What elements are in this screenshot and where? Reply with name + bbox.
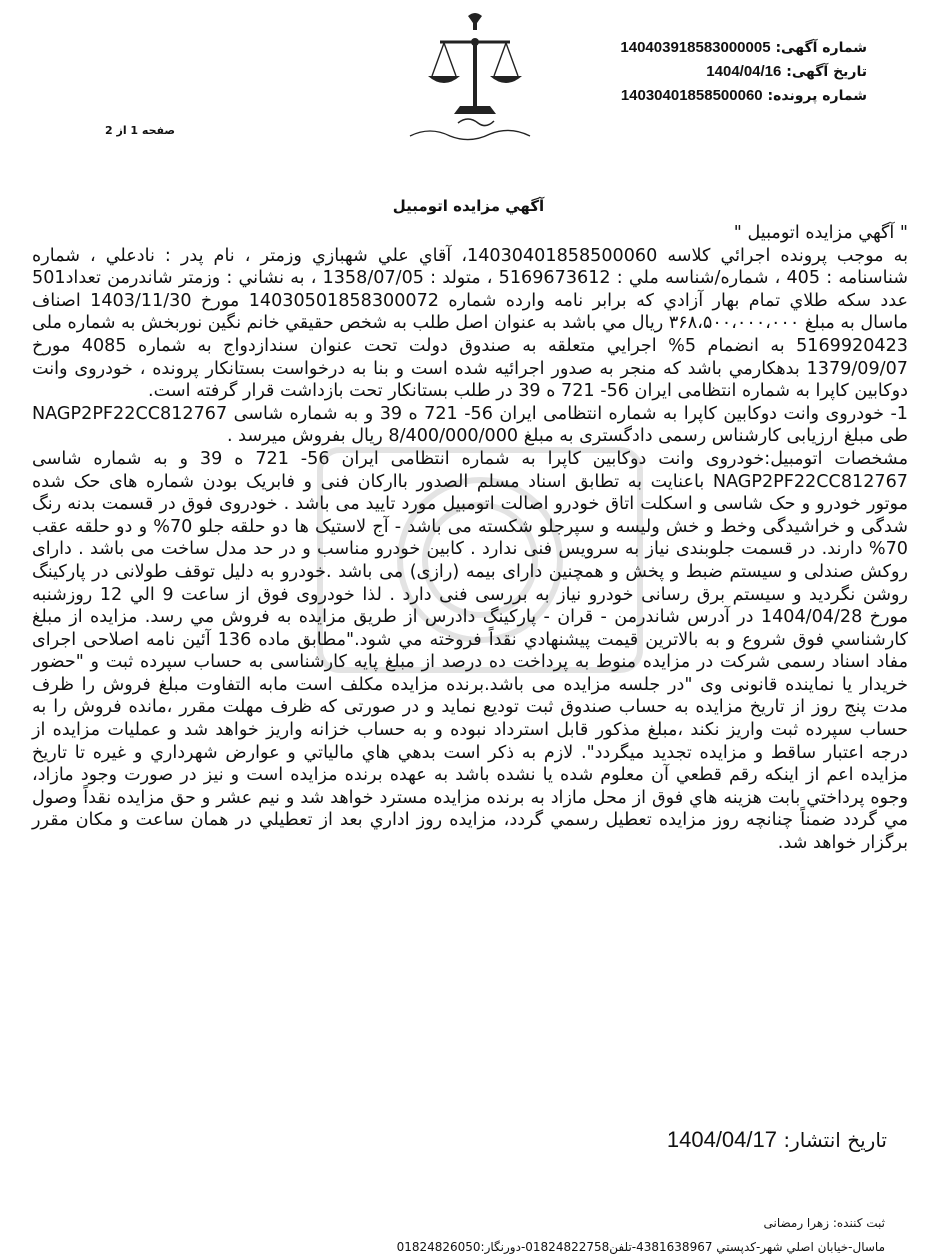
page-title: آگهي مزايده اتومبيل xyxy=(392,197,545,215)
file-number-row xyxy=(567,84,867,108)
footer-address: ماسال-خيابان اصلي شهر-كدپستي 4381638967-تلفن01824822758-دورنگار:01824826050 xyxy=(396,1240,885,1254)
ad-number-label: شماره آگهی: xyxy=(775,40,867,56)
body-paragraph: مشخصات اتومبيل:خودروی وانت دوکابین کاپرا به شماره انتظامی ایران 56- 721 ه 39 و به شماره شاسی NAGP2PF22CC812767 باعنایت به تطابق اسناد مسلم الصدور باارکان فنی و فابریک بودن شماره های حک شده موتور خودرو و حک شاسی و اسکلت اتاق خودرو اصالت اتومبیل مورد تایید می باشد . خودروی فوق در قسمت بدنه رنگ شدگی و خراشیدگی وخط و خش ولیسه و سپرجلو شکسته می باشد - آج لاستیک ها دو حلقه جلو 70% و دو حلقه عقب 70% دارند. در قسمت جلوبندی نیاز به سرویس فنی ندارد . کابین خودرو مناسب و در حد مدل ساخت می باشد . دارای روکش صندلی و سیستم ضبط و پخش و همچنین دارای بیمه (رازی) می باشد .خودرو به دلیل توقف طولانی در پارکینگ روشن نگردید و سیستم برق رسانی خودرو نیاز به بررسی فنی دارد . لذا خودروی فوق از ساعت 9 الي 12 روزشنبه مورخ 1404/04/28 در آدرس شاندرمن - قران - پارکینگ دادرس از طريق مزايده به فروش مي رسد. مزايده از مبلغ كارشناسي فوق شروع و به بالاترين قيمت پيشنهادي نقداً فروخته مي شود."مطابق ماده 136 آئین نامه اصلاحی اجرای مفاد اسناد رسمی شرکت در مزایده منوط به پرداخت ده درصد از مبلغ پایه کارشناسی به حساب سپرده ثبت و "حضور خریدار یا نماینده قانونی وی "در جلسه مزایده می باشد.برنده مزایده مکلف است مابه التفاوت مبلغ فروش را ظرف مدت پنج روز از تاریخ مزایده به حساب صندوق ثبت تودیع نماید و در صورتی که ظرف مهلت مقرر ،مانده فروش را به حساب سپرده ثبت واریز نکند ،مبلغ مذکور قابل استرداد نبوده و به حساب خزانه واریز خواهد شد و عملیات مزایده از درجه اعتبار ساقط و مزایده تجدید میگردد". لازم به ذكر است بدهي هاي مالياتي و عوارض شهرداري و غيره تا تاريخ مزايده اعم از اينكه رقم قطعي آن معلوم شده يا نشده باشد به عهده برنده مزايده است و نيز در صورت وجود مازاد، وجوه پرداختي بابت هزينه هاي فوق از محل مازاد به برنده مزايده مسترد خواهد شد و نيم عشر و حق مزايده نقداً وصول مي گردد ضمناً چنانچه روز مزايده تعطيل رسمي گردد، مزايده روز اداري بعد از تعطيلي در همان ساعت و مكان مقرر برگزار خواهد شد. xyxy=(32,448,909,854)
page-indicator: صفحه 1 از 2 xyxy=(105,124,176,137)
publish-date: 1404/04/17 xyxy=(666,1127,777,1152)
ad-date: 1404/04/16 xyxy=(706,63,782,80)
ad-number: 140403918583000005 xyxy=(620,39,771,56)
registrar-name: زهرا رمضانی xyxy=(763,1216,830,1230)
file-number-label: شماره پرونده: xyxy=(767,88,867,104)
registrar-row xyxy=(763,1216,885,1230)
ad-date-label: تاریخ آگهی: xyxy=(786,64,867,80)
publish-date-row xyxy=(667,1127,887,1153)
body-paragraph: به موجب پرونده اجرائي كلاسه 14030401858500060، آقاي علي شهبازي وزمتر ، نام پدر : نادعلي ، شماره شناسنامه : 405 ، شماره/شناسه ملي : 5169673612 ، متولد : 1358/07/05 ، به نشاني : وزمتر شاندرمن تعداد501 عدد سكه طلاي تمام بهار آزادي كه برابر نامه وارده شماره 14030501858300072 مورخ 1403/11/30 اصناف ماسال به مبلغ ۳۶۸،۵۰۰،۰۰۰،۰۰۰ ريال مي باشد به عنوان اصل طلب به شخص حقيقي خانم نگين نوربخش به شماره ملی 5169920423 به انضمام 5% اجرايي متعلقه به صندوق دولت تحت عنوان سندازدواج به شماره 4085 مورخ 1379/09/07 بدهكارمي باشد كه منجر به صدور اجرائيه شده است و بنا به درخواست بستانكار پرونده ، خودروی وانت دوكابين كاپرا به شماره انتظامی ایران 56- 721 ه 39 در طلب بستانكار تحت بازداشت قرار گرفته است. xyxy=(32,245,909,402)
ad-number-row xyxy=(567,36,867,60)
file-number: 14030401858500060 xyxy=(620,87,763,104)
body-paragraph: 1- خودروی وانت دوکابین کاپرا به شماره انتظامی ایران 56- 721 ه 39 و به شماره شاسی NAGP2PF22CC812767 طی مبلغ ارزیابی کارشناس رسمی دادگستری به مبلغ 8/400/000/000 ريال بفروش میرسد . xyxy=(32,403,908,447)
judiciary-scales-emblem-icon xyxy=(400,8,550,148)
announcement-body xyxy=(32,222,908,855)
publish-date-label: تاريخ انتشار: xyxy=(783,1128,887,1152)
ad-meta-block xyxy=(567,36,867,108)
body-paragraph: " آگهي مزايده اتومبيل " xyxy=(733,223,908,243)
registrar-label: ثبت كننده: xyxy=(832,1216,885,1230)
ad-date-row xyxy=(567,60,867,84)
